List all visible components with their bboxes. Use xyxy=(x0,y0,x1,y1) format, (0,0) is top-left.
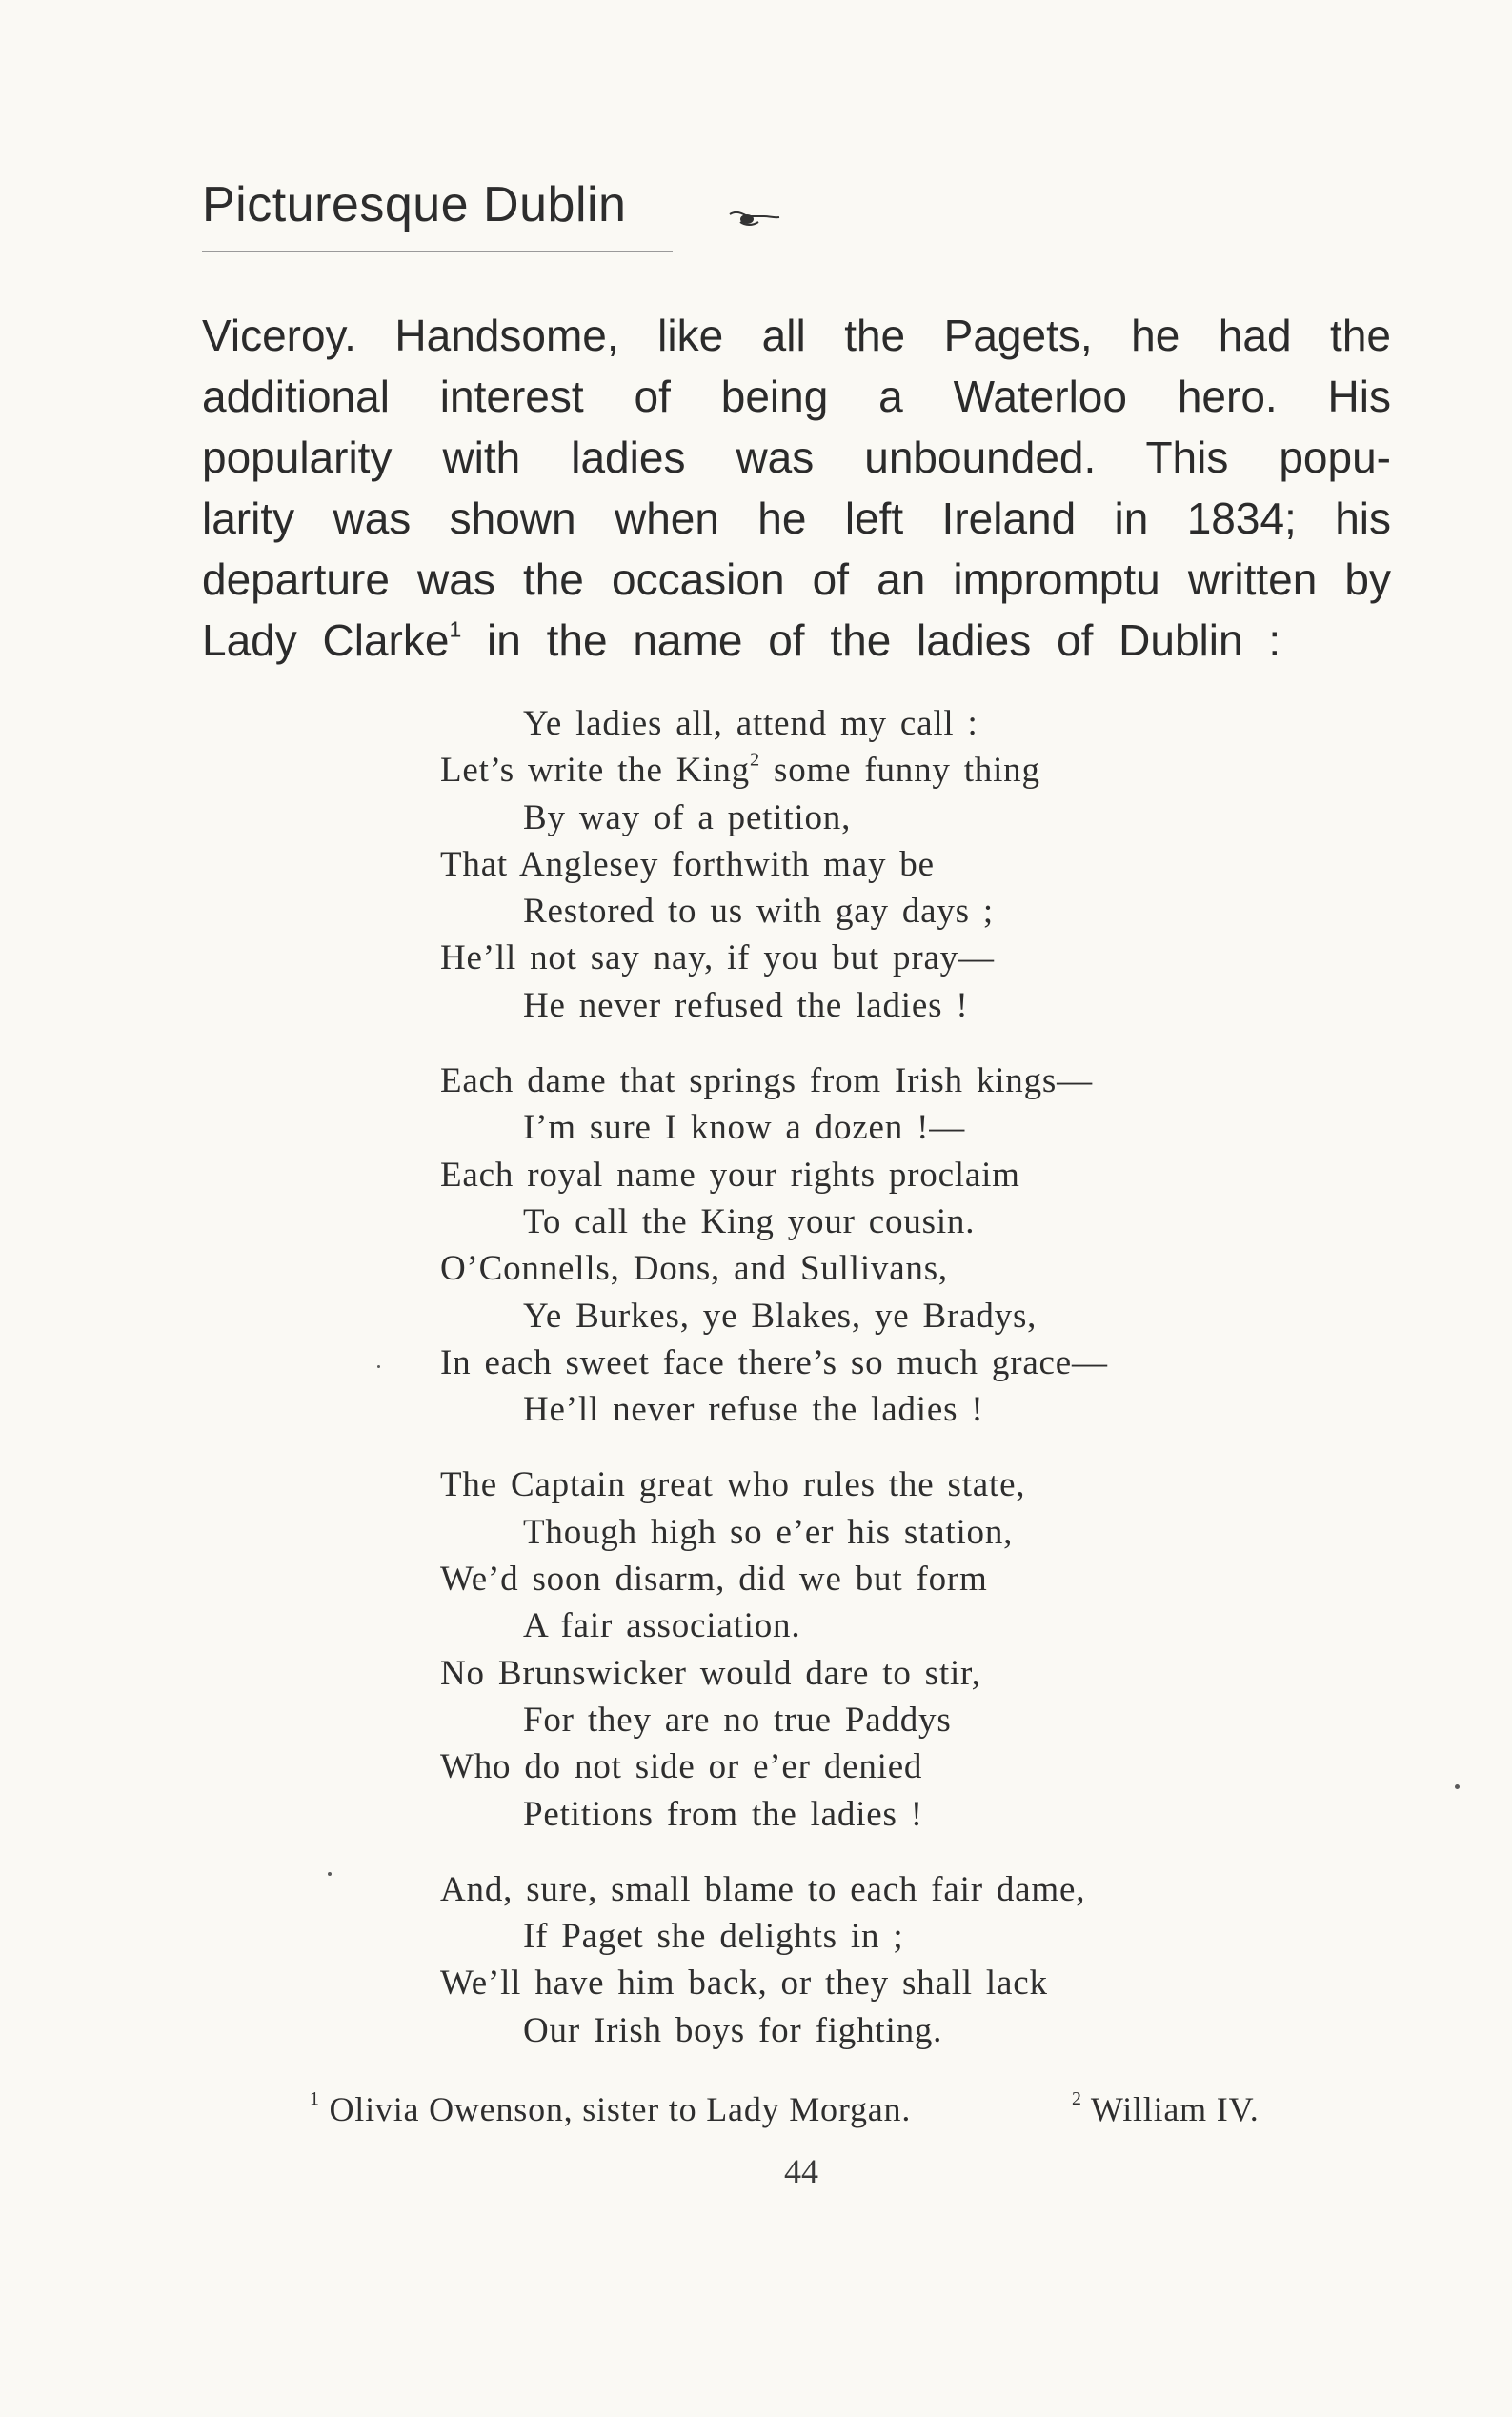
poem-stanza xyxy=(440,1461,1298,1837)
footnote xyxy=(310,2089,911,2129)
poem-line: And, sure, small blame to each fair dame, xyxy=(440,1869,1086,1909)
body-line: Viceroy. Handsome, like all the Pagets, he had the xyxy=(202,311,1391,360)
poem-line: He’ll not say nay, if you but pray— xyxy=(440,938,995,978)
poem-line: For they are no true Paddys xyxy=(523,1700,952,1740)
footnote-reference: 2 xyxy=(749,750,760,772)
body-paragraph xyxy=(202,305,1391,671)
paper-speck xyxy=(1455,1784,1460,1789)
poem-line: The Captain great who rules the state, xyxy=(440,1465,1026,1505)
footnote-mark: 1 xyxy=(310,2088,320,2110)
poem-line: O’Connells, Dons, and Sullivans, xyxy=(440,1249,948,1289)
footnote-text: Olivia Owenson, sister to Lady Morgan. xyxy=(319,2090,912,2128)
poem-line: That Anglesey forthwith may be xyxy=(440,844,935,884)
hand-pointer-icon xyxy=(726,205,783,233)
poem xyxy=(440,700,1298,2083)
running-title: Picturesque Dublin xyxy=(202,177,627,232)
poem-stanza xyxy=(440,1866,1298,2054)
body-line: popularity with ladies was unbounded. This popu- xyxy=(202,433,1391,482)
poem-line: He never refused the ladies ! xyxy=(523,985,969,1025)
running-header xyxy=(202,176,964,252)
poem-line: Ye Burkes, ye Blakes, ye Bradys, xyxy=(523,1296,1038,1336)
body-line: departure was the occasion of an impromptu written by xyxy=(202,554,1391,604)
poem-line: If Paget she delights in ; xyxy=(523,1917,904,1957)
poem-line: No Brunswicker would dare to stir, xyxy=(440,1653,981,1693)
poem-line: In each sweet face there’s so much grace— xyxy=(440,1342,1108,1382)
body-line-text: Lady Clarke xyxy=(202,615,450,665)
poem-line-text: some funny thing xyxy=(759,751,1040,791)
poem-line: Our Irish boys for fighting. xyxy=(523,2010,943,2050)
poem-stanza xyxy=(440,1057,1298,1433)
footnotes xyxy=(310,2089,1300,2137)
poem-line: He’ll never refuse the ladies ! xyxy=(523,1390,984,1430)
poem-line: Petitions from the ladies ! xyxy=(523,1794,923,1834)
poem-line: Though high so e’er his station, xyxy=(523,1512,1014,1552)
poem-line: By way of a petition, xyxy=(523,797,852,837)
body-line-text: in the name of the ladies of Dublin : xyxy=(461,615,1281,665)
poem-line xyxy=(440,747,1298,794)
poem-line: We’d soon disarm, did we but form xyxy=(440,1560,988,1600)
poem-line: Restored to us with gay days ; xyxy=(523,892,995,932)
body-line xyxy=(202,610,1391,671)
footnote xyxy=(1072,2089,1260,2129)
poem-line: Ye ladies all, attend my call : xyxy=(523,704,978,743)
body-line: additional interest of being a Waterloo hero. His xyxy=(202,372,1391,421)
footnote-mark: 2 xyxy=(1072,2088,1082,2110)
poem-line: A fair association. xyxy=(523,1606,801,1646)
poem-stanza xyxy=(440,700,1298,1029)
poem-line: I’m sure I know a dozen !— xyxy=(523,1108,965,1148)
footnote-text: William IV. xyxy=(1081,2090,1260,2128)
paper-speck xyxy=(328,1872,332,1876)
header-rule xyxy=(202,251,673,252)
footnote-reference: 1 xyxy=(449,616,462,642)
paper-speck xyxy=(377,1365,380,1368)
poem-line: To call the King your cousin. xyxy=(523,1201,976,1241)
poem-line: We’ll have him back, or they shall lack xyxy=(440,1964,1048,2004)
poem-line: Who do not side or e’er denied xyxy=(440,1747,923,1787)
page-number: 44 xyxy=(784,2152,818,2190)
body-line: larity was shown when he left Ireland in 1834; his xyxy=(202,493,1391,543)
poem-line: Each royal name your rights proclaim xyxy=(440,1155,1020,1195)
poem-line-text: Let’s write the King xyxy=(440,751,750,791)
poem-line: Each dame that springs from Irish kings— xyxy=(440,1061,1093,1101)
